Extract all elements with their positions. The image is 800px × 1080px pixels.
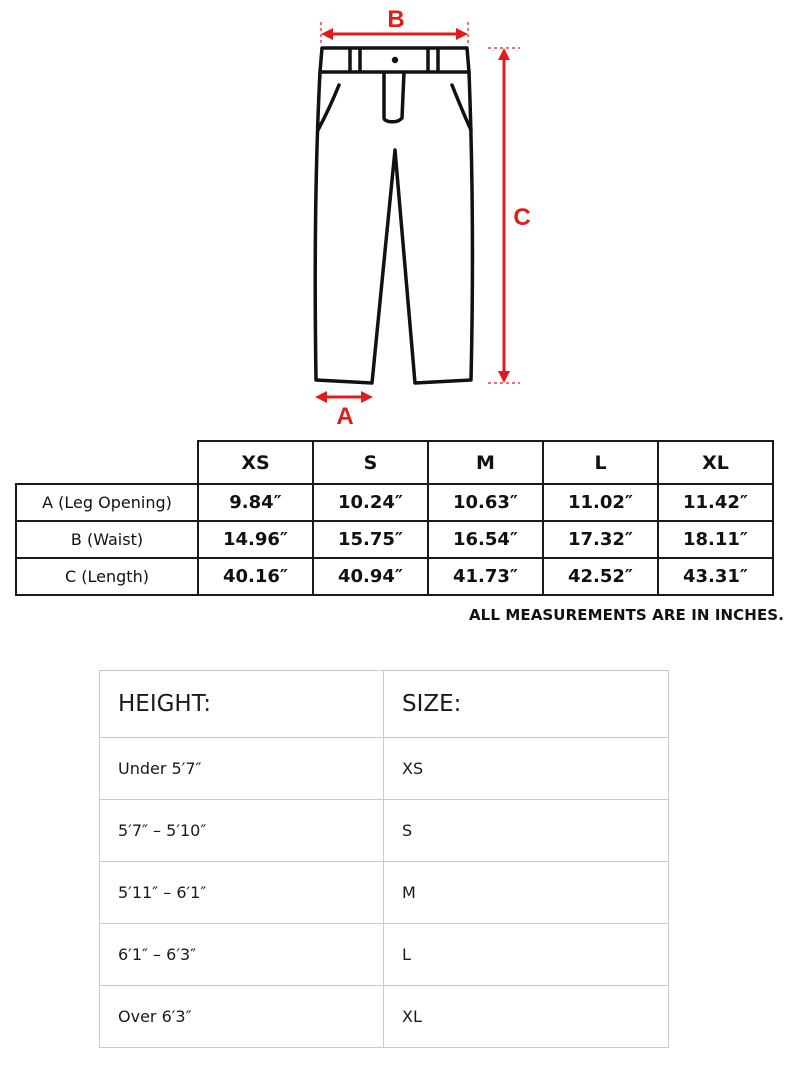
height-size-table	[99, 670, 669, 1048]
pants-diagram	[0, 0, 800, 440]
table-row	[100, 800, 669, 862]
measurement-cell: 40.16″	[198, 558, 313, 595]
table-row	[100, 924, 669, 986]
size-header: L	[543, 441, 658, 484]
units-note: ALL MEASUREMENTS ARE IN INCHES.	[468, 606, 784, 624]
table-header-row	[100, 671, 669, 738]
measurement-cell: 17.32″	[543, 521, 658, 558]
label-b: B	[387, 6, 405, 33]
table-row	[100, 862, 669, 924]
measurement-cell: 9.84″	[198, 484, 313, 521]
measurement-cell: 11.42″	[658, 484, 773, 521]
table-row	[16, 484, 773, 521]
height-cell: 5′7″ – 5′10″	[100, 800, 384, 862]
height-cell: Over 6′3″	[100, 986, 384, 1048]
size-cell: M	[384, 862, 669, 924]
height-cell: Under 5′7″	[100, 738, 384, 800]
measurement-cell: 16.54″	[428, 521, 543, 558]
height-cell: 5′11″ – 6′1″	[100, 862, 384, 924]
measurement-cell: 10.63″	[428, 484, 543, 521]
size-header: XS	[198, 441, 313, 484]
label-c: C	[513, 204, 531, 231]
table-row	[16, 558, 773, 595]
measurement-cell: 41.73″	[428, 558, 543, 595]
size-header: M	[428, 441, 543, 484]
size-cell: L	[384, 924, 669, 986]
table-row	[100, 986, 669, 1048]
size-cell: XS	[384, 738, 669, 800]
size-cell: S	[384, 800, 669, 862]
table-corner	[16, 441, 198, 484]
measurement-cell: 15.75″	[313, 521, 428, 558]
size-header: XL	[658, 441, 773, 484]
measurement-table	[15, 440, 774, 596]
measurement-cell: 43.31″	[658, 558, 773, 595]
leg-opening-dimension	[315, 391, 373, 403]
table-header-row	[16, 441, 773, 484]
measurement-cell: 42.52″	[543, 558, 658, 595]
size-header: S	[313, 441, 428, 484]
label-a: A	[336, 403, 354, 430]
measurement-cell: 40.94″	[313, 558, 428, 595]
measurement-cell: 14.96″	[198, 521, 313, 558]
height-header: HEIGHT:	[100, 671, 384, 738]
height-cell: 6′1″ – 6′3″	[100, 924, 384, 986]
size-cell: XL	[384, 986, 669, 1048]
table-row	[16, 521, 773, 558]
row-label: C (Length)	[16, 558, 198, 595]
measurement-cell: 11.02″	[543, 484, 658, 521]
row-label: A (Leg Opening)	[16, 484, 198, 521]
button-icon	[392, 57, 398, 63]
pants-outline-icon	[315, 48, 472, 383]
size-header: SIZE:	[384, 671, 669, 738]
measurement-cell: 18.11″	[658, 521, 773, 558]
measurement-cell: 10.24″	[313, 484, 428, 521]
table-row	[100, 738, 669, 800]
row-label: B (Waist)	[16, 521, 198, 558]
